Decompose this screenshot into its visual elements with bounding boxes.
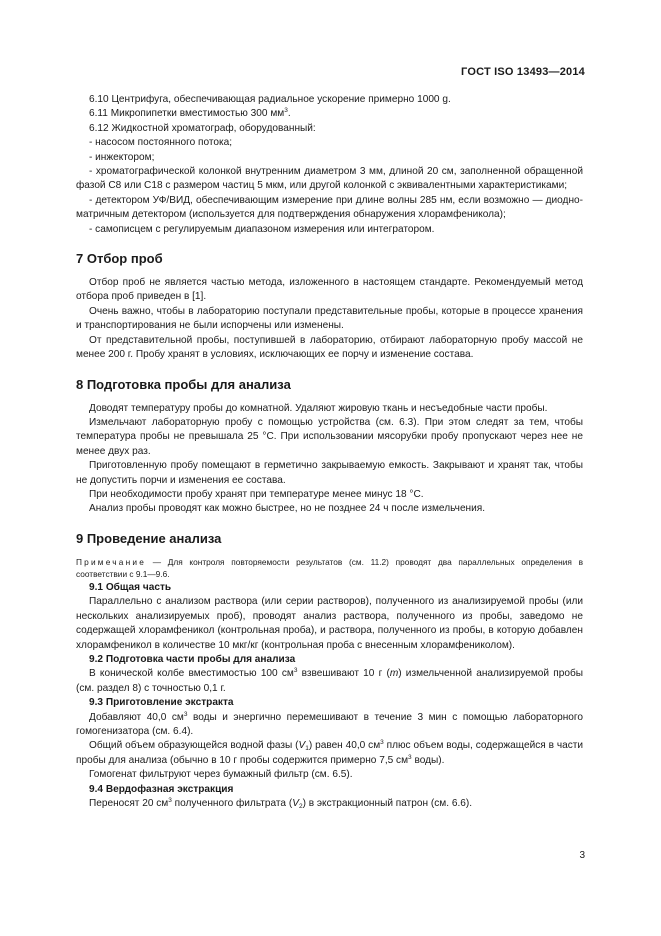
paragraph: Параллельно с анализом раствора (или серии растворов), полученного из анализируемой пробы (или нескольких анализируемых проб), проводят анализ раствора, полученного из пробы, заведомо не содержащей хлорамфеникол (контрольная проба), и раствора, полученного из пробы, в которую добавлен хлорамфеникол в количестве 10 мкг/кг (контрольная проба с внесенным хлорамфениколом). xyxy=(76,596,583,651)
superscript: 3 xyxy=(284,107,288,115)
item-6-11 xyxy=(76,107,583,121)
text: воды). xyxy=(411,754,445,766)
standard-header: ГОСТ ISO 13493—2014 xyxy=(461,66,585,78)
paragraph xyxy=(76,797,583,811)
text: воды и энергично перемешивают в течение 3 мин с помощью лабораторного гомогенизатора (см. 6.4). xyxy=(76,711,583,737)
paragraph: Доводят температуру пробы до комнатной. Удаляют жировую ткань и несъедобные части пробы. xyxy=(89,402,548,414)
document-body xyxy=(76,93,583,811)
paragraph: Приготовленную пробу помещают в герметично закрываемую емкость. Закрывают и хранят так, чтобы не допустить порчи и изменения ее состава. xyxy=(76,460,583,486)
paragraph: Измельчают лабораторную пробу с помощью устройства (см. 6.3). При этом следят за тем, чтобы температура пробы не превышала 25 °С. При использовании мясорубки пробу пропускают через нее не менее двух раз. xyxy=(76,416,583,457)
text: Переносят 20 см xyxy=(89,798,169,810)
subsection-9-2-title: 9.2 Подготовка части пробы для анализа xyxy=(89,653,296,665)
text: Общий объем образующейся водной фазы ( xyxy=(89,740,299,752)
superscript: 3 xyxy=(380,739,384,747)
text: полученного фильтрата ( xyxy=(171,798,293,810)
list-item: - детектором УФ/ВИД, обеспечивающим измерение при длине волны 285 нм, если возможно — диодно-матричным детектором (используется для подтверждения обнаружения хлорамфеникола); xyxy=(76,194,583,221)
section-9-title: 9 Проведение анализа xyxy=(76,530,222,546)
text: ) в экстракционный патрон (см. 6.6). xyxy=(302,798,473,810)
section-8-title: 8 Подготовка пробы для анализа xyxy=(76,376,291,392)
superscript: 3 xyxy=(408,753,412,761)
superscript: 3 xyxy=(168,797,172,805)
list-item: - хроматографической колонкой внутренним диаметром 3 мм, длиной 20 см, заполненной обращенной фазой С8 или С18 с размером частиц 5 мкм, или другой колонкой с эквивалентными характеристиками; xyxy=(76,166,583,192)
list-item: - самописцем с регулируемым диапазоном измерения или интегратором. xyxy=(89,223,435,235)
item-text-end: . xyxy=(287,108,291,120)
variable-v: V xyxy=(292,798,299,810)
item-6-10 xyxy=(76,93,583,107)
subsection-9-1-title: 9.1 Общая часть xyxy=(89,581,172,593)
page-number: 3 xyxy=(579,850,585,861)
text: взвешивают 10 г ( xyxy=(297,668,390,680)
paragraph: Отбор проб не является частью метода, изложенного в настоящем стандарте. Рекомендуемый метод отбора проб приведен в [1]. xyxy=(76,277,583,303)
paragraph: Очень важно, чтобы в лабораторию поступали представительные пробы, которые в процессе хранения и транспортирования не были испорчены или изменены. xyxy=(76,305,583,332)
section-7-title: 7 Отбор проб xyxy=(76,251,163,267)
paragraph: Анализ пробы проводят как можно быстрее, но не позднее 24 ч после измельчения. xyxy=(89,503,486,515)
paragraph: При необходимости пробу хранят при температуре менее минус 18 °С. xyxy=(89,488,424,500)
subsection-9-3-title: 9.3 Приготовление экстракта xyxy=(89,697,234,709)
subscript: 1 xyxy=(305,745,309,753)
item-text: 6.10 Центрифуга, обеспечивающая радиальное ускорение примерно 1000 g. xyxy=(89,94,451,105)
text: ) равен 40,0 см xyxy=(308,740,381,752)
paragraph: От представительной пробы, поступившей в лабораторию, отбирают лабораторную пробу массой не менее 200 г. Пробу хранят в условиях, исключающих ее порчу и изменение состава. xyxy=(76,334,583,361)
text: Добавляют 40,0 см xyxy=(89,711,184,723)
text: ) измельченной анализируемой пробы (см. раздел 8) с точностью 0,1 г. xyxy=(76,668,583,694)
paragraph xyxy=(76,667,583,696)
variable-m: m xyxy=(389,668,399,680)
item-6-12: 6.12 Жидкостной хроматограф, оборудованный: xyxy=(89,122,316,134)
note-label: Примечание xyxy=(76,556,147,567)
subsection-9-4-title: 9.4 Вердофазная экстракция xyxy=(89,783,234,795)
text: В конической колбе вместимостью 100 см xyxy=(89,668,294,680)
note-text: — Для контроля повторяемости результатов (см. 11.2) проводят два параллельных определения в соответствии с 9.1—9.6. xyxy=(76,556,583,580)
variable-v: V xyxy=(298,740,306,752)
text: плюс объем воды, содержащейся в части пробы для анализа (обычно в 10 г пробы содержится примерно 7,5 см xyxy=(76,740,584,766)
subscript: 2 xyxy=(298,803,303,811)
paragraph xyxy=(76,711,583,740)
item-text: 6.11 Микропипетки вместимостью 300 мм xyxy=(89,108,285,120)
superscript: 3 xyxy=(183,710,188,718)
list-item: - инжектором; xyxy=(89,151,155,163)
paragraph: Гомогенат фильтруют через бумажный фильтр (см. 6.5). xyxy=(89,769,353,781)
paragraph xyxy=(76,739,583,768)
list-item: - насосом постоянного потока; xyxy=(89,137,233,149)
superscript: 3 xyxy=(293,667,298,675)
note xyxy=(76,556,583,581)
